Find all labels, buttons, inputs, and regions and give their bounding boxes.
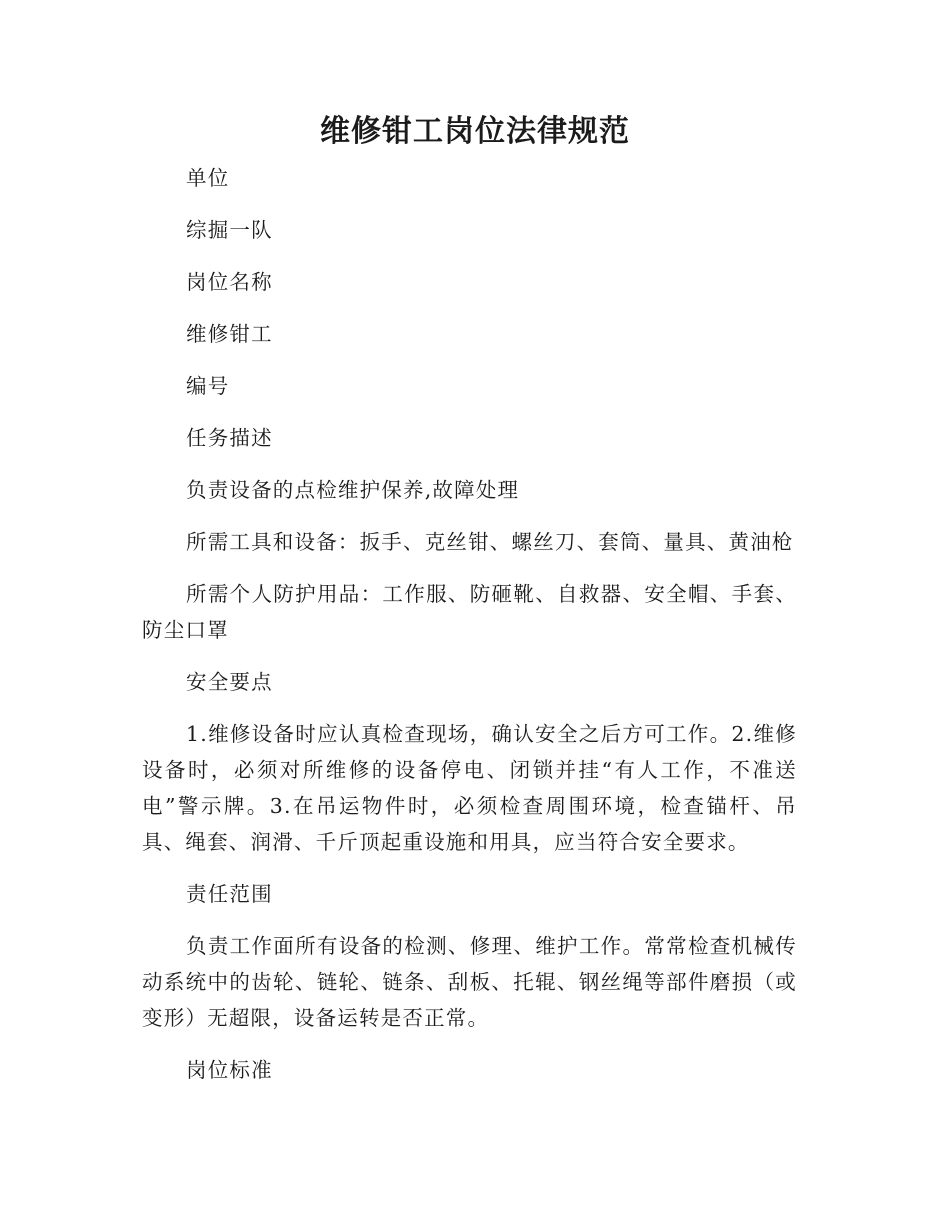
paragraph-safety-label: 安全要点 <box>186 670 273 694</box>
paragraph-position-value: 维修钳工 <box>186 322 273 346</box>
paragraph-unit-value: 综掘一队 <box>186 218 273 242</box>
paragraph-position-label: 岗位名称 <box>186 270 273 294</box>
document-title: 维修钳工岗位法律规范 <box>320 114 630 149</box>
paragraph-responsibility-value: 负责工作面所有设备的检测、修理、维护工作。常常检查机械传动系统中的齿轮、链轮、链条、刮板、托辊、钢丝绳等部件磨损（或变形）无超限，设备运转是否正常。 <box>142 934 797 1030</box>
paragraph-task-value: 负责设备的点检维护保养,故障处理 <box>186 478 520 502</box>
paragraph-responsibility-label: 责任范围 <box>186 882 273 906</box>
paragraph-tools: 所需工具和设备：扳手、克丝钳、螺丝刀、套筒、量具、黄油枪 <box>186 530 794 554</box>
paragraph-standard-label: 岗位标准 <box>186 1058 273 1082</box>
document-body <box>142 160 797 1104</box>
paragraph-unit-label: 单位 <box>186 166 230 190</box>
paragraph-task-label: 任务描述 <box>186 426 273 450</box>
paragraph-number-label: 编号 <box>186 374 230 398</box>
paragraph-safety-points: 1.维修设备时应认真检查现场，确认安全之后方可工作。2.维修设备时，必须对所维修的设备停电、闭锁并挂“有人工作，不准送电”警示牌。3.在吊运物件时，必须检查周围环境，检查锚杆、吊具、绳套、润滑、千斤顶起重设施和用具，应当符合安全要求。 <box>142 722 797 854</box>
paragraph-protective-gear: 所需个人防护用品：工作服、防砸靴、自救器、安全帽、手套、防尘口罩 <box>142 582 797 642</box>
